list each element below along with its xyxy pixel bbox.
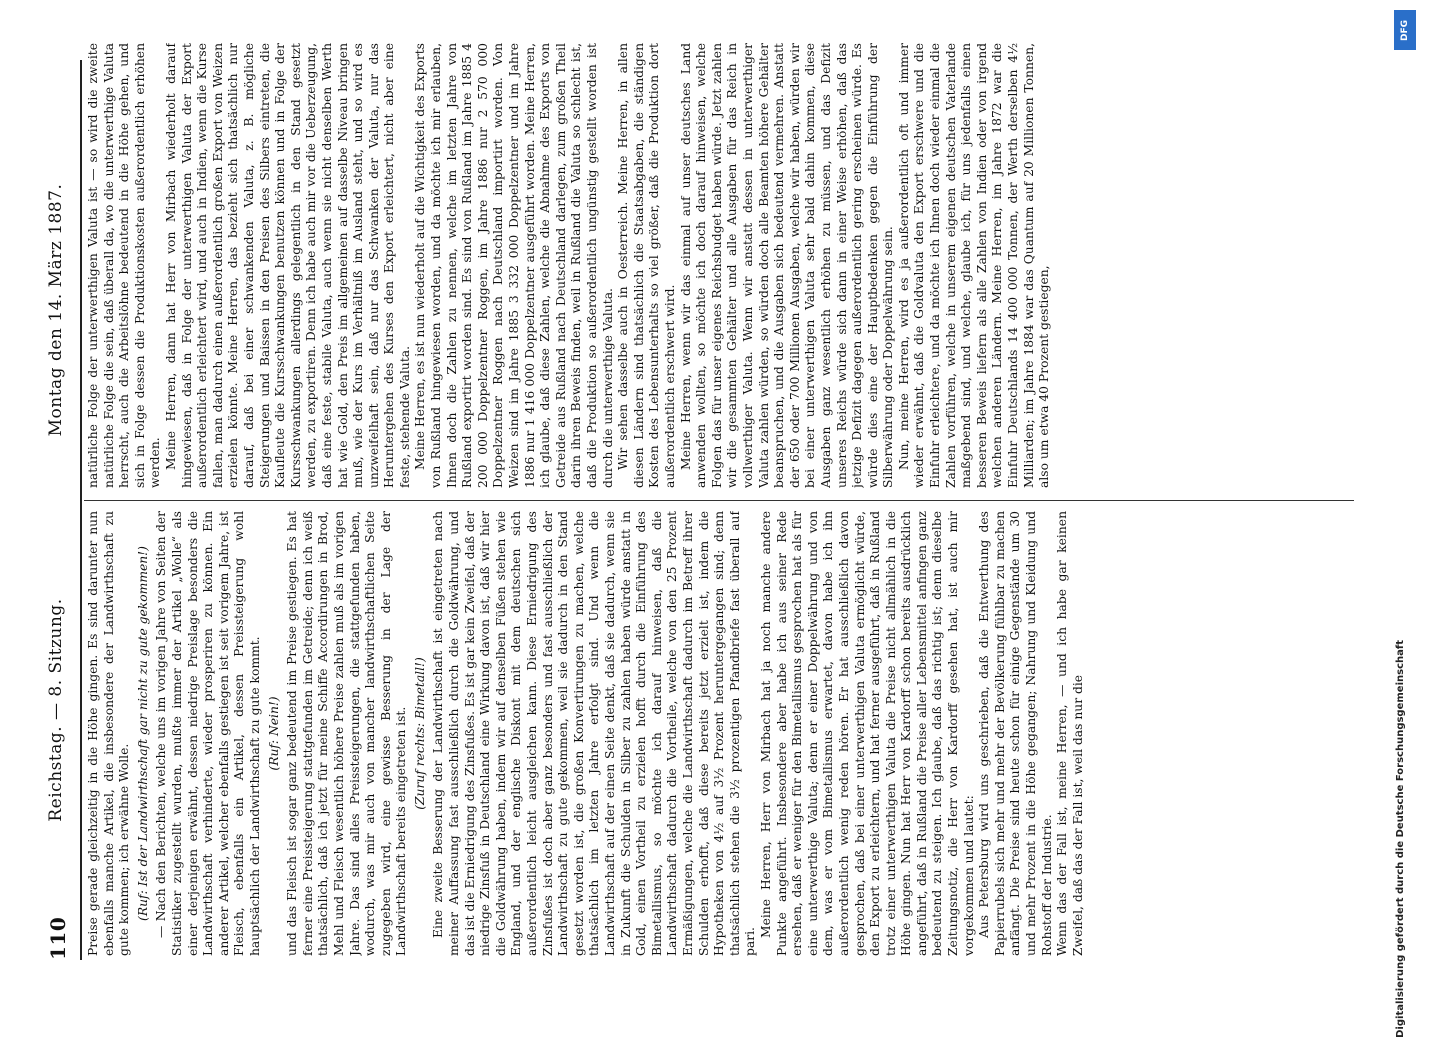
digitization-notice: Digitalisierung gefördert durch die Deutsche Forschungsgemeinschaft [1395,640,1406,1038]
paragraph: natürliche Folge der unterwerthigen Valuta ist — so wird die zweite natürliche Folge die sein, daß überall da, wo die unterwerthige Valuta herrscht, auch die Arbeitslöhne bedeutend in die Höhe gehen, und sich in Folge dessen die Produktionskosten außerordentlich erhöhen werden. [86,43,163,488]
paragraph: Aus Petersburg wird uns geschrieben, daß die Entwerthung des Papierrubels sich mehr und mehr der Bevölkerung fühlbar zu machen anfängt. Die Preise sind heute schon für einige Gegenstände um 30 und mehr Prozent in die Höhe gegangen; Nahrung und Kleidung und Rohstoff der Industrie. [977,511,1054,956]
paragraph: — Nach den Berichten, welche uns im vorigen Jahre von Seiten der Statistiker zugestellt wurden, mußte immer der Artikel „Wolle“ als einer derjenigen erwähnt, dessen niedrige Preislage besonders die Landwirthschaft verhinderte, wieder prosperiren zu können. Ein anderer Artikel, welcher ebenfalls gestiegen ist seit vorigem Jahre, ist Fleisch, ebenfalls ein Artikel, dessen Preissteigerung wohl hauptsächlich der Landwirthschaft zu gute kommt. [154,511,262,956]
paragraph: Meine Herren, dann hat Herr von Mirbach wiederholt darauf hingewiesen, daß in Folge der unterwerthigen Valuta der Export außerordentlich erleichtert wird, und auch in Indien, wenn die Kurse fallen, man dadurch einen außerordentlich großen Export von Weizen erzielen könnte. Meine Herren, das bezieht sich thatsächlich nur darauf, daß bei einer schwankenden Valuta, z. B. mögliche Steigerungen und Baissen in den Preisen des Silbers eintreten, die Kaufleute die Kursschwankungen benutzen können und in Folge der Kursschwankungen allerdings gelegentlich in den Stand gesetzt werden, zu exportiren. Denn ich habe auch mir vor die Ueberzeugung, daß eine feste, stabile Valuta, auch wenn sie nicht denselben Werth hat wie Gold, den Preis im allgemeinen auf dasselbe Niveau bringen muß, wie der Kurs im Verhältniß im Ausland steht, und so wird es unzweifelhaft sein, daß nur das Schwanken der Valuta, nur das Heruntergehen des Kurses den Export erleichtert, nicht aber eine feste, stehende Valuta. [163,43,412,488]
digitization-stamp [1395,0,1424,1038]
running-head-left: Reichstag. — 8. Sitzung. [46,598,66,822]
dfg-logo: DFG [1394,10,1416,50]
page-number: 110 [46,916,70,960]
paragraph: Meine Herren, Herr von Mirbach hat ja noch manche andere Punkte angeführt. Insbesondere aber habe ich aus seiner Rede ersehen, daß er weniger für den Bimetallismus gesprochen hat als für eine unterwerthige Valuta; denn er einer Doppelwährung und von dem, was er vom Bimetallismus erwartet, davon habe ich ihn außerordentlich wenig reden hören. Er hat ausschließlich davon gesprochen, daß bei einer unterwerthigen Valuta ermöglicht würde, den Export zu erleichtern, und hat ferner ausgeführt, daß in Rußland trotz einer unterwerthigen Valuta die Preise nicht allmählich in die Höhe gingen. Nun hat Herr von Kardorff schon bereits ausdrücklich angeführt, daß in Rußland die Preise aller Lebensmittel anfingen ganz bedeutend zu steigen. Ich glaube, daß das richtig ist; denn dieselbe Zeitungsnotiz, die Herr von Kardorff gesehen hat, ist auch mir vorgekommen und lautet: [758,511,976,956]
paragraph: Eine zweite Besserung der Landwirthschaft ist eingetreten nach meiner Auffassung fast ausschließlich durch die Goldwährung, und das ist die Erniedrigung des Zinsfußes. Es ist gar kein Zweifel, daß der niedrige Zinsfuß in Deutschland eine Wirkung davon ist, daß wir hier die Goldwährung haben, indem wir auf denselben Füßen stehen wie England, und der englische Diskont mit dem deutschen sich außerordentlich leicht ausgleichen kann. Diese Erniedrigung des Zinsfußes ist doch aber ganz besonders und fast ausschließlich der Landwirthschaft zu gute gekommen, weil sie dadurch in den Stand gesetzt worden ist, die großen Konvertirungen zu machen, welche thatsächlich im letzten Jahre erfolgt sind. Und wenn die Landwirthschaft auf der einen Seite denkt, daß sie dadurch, wenn sie in Zukunft die Schulden in Silber zu zahlen haben würde anstatt in Gold, einen Vortheil zu erzielen hofft durch die Einführung des Bimetallismus, so möchte ich darauf hinweisen, daß die Landwirthschaft dadurch die Vortheile, welche von den 25 Prozent Ermäßigungen, welche die Landwirthschaft dadurch im Betreff ihrer Schulden erhofft, daß diese bereits jetzt erzielt ist, indem die Hypotheken von 4½ auf 3½ Prozent heruntergegangen sind; denn thatsächlich stehen die 3½ prozentigen Pfandbriefe fast überall auf pari. [431,511,758,956]
interjection: (Ruf: Ist der Landwirthschaft gar nicht zu gute gekommen!) [135,546,150,921]
column-divider [84,500,1354,501]
paragraph: Preise gerade gleichzeitig in die Höhe gingen. Es sind darunter nun ebenfalls manche Artikel, die insbesondere der Landwirthschaft zu gute kommen; ich erwähne Wolle. [86,511,132,956]
interjection: (Ruf: Nein!) [266,696,281,771]
paragraph: Nun, meine Herren, wird es ja außerordentlich oft und immer wieder erwähnt, daß die Goldvaluta den Export erschwere und die Einfuhr erleichtere, und da möchte ich Ihnen doch wieder einmal die Zahlen vorführen, welche in unserem eigenen deutschen Vaterlande maßgebend sind, und welche, glaube ich, für uns jedenfalls einen besseren Beweis liefern als alle Zahlen von Indien oder von irgend welchen anderen Ländern. Meine Herren, im Jahre 1872 war die Einfuhr Deutschlands 14 400 000 Tonnen, der Werth derselben 4½ Milliarden; im Jahre 1884 war das Quantum auf 20 Millionen Tonnen, also um etwa 40 Prozent gestiegen, [896,43,1052,488]
paragraph: und das Fleisch ist sogar ganz bedeutend im Preise gestiegen. Es hat ferner eine Preissteigerung stattgefunden im Getreide; denn ich weiß thatsächlich, daß ich jetzt für meine Schiffe Accordirungen in Brod, Mehl und Fleisch wesentlich höhere Preise zahlen muß als im vorigen Jahre. Das sind alles Preissteigerungen, die stattgefunden haben, wodurch, was mir auch von mancher landwirthschaftlichen Seite zugegeben wird, eine gewisse Besserung in der Lage der Landwirthschaft bereits eingetreten ist. [285,511,409,956]
header-rule [80,60,82,960]
paragraph: Meine Herren, wenn wir das einmal auf unser deutsches Land anwenden wollten, so möchte ich doch darauf hinweisen, welche Folgen das für unser eigenes Reichsbudget haben würde. Jetzt zahlen wir die gesammten Gehälter und alle Ausgaben für das Reich in vollwerthiger Valuta. Wenn wir anstatt dessen in unterwerthiger Valuta zahlen würden, so würden doch alle Beamten höhere Gehälter beanspruchen, und die Ausgaben sich bedeutend vermehren. Anstatt der 650 oder 700 Millionen Ausgaben, welche wir haben, würden wir bei einer unterwerthigen Valuta sehr bald dahin kommen, diese Ausgaben ganz wesentlich erhöhen zu müssen, und das Defizit unseres Reichs würde sich dann in einer Weise erhöhen, daß das jetzige Defizit dagegen außerordentlich gering erscheinen würde. Es würde dies eine der Hauptbedenken gegen die Einführung der Silberwährung oder Doppelwährung sein. [678,43,896,488]
left-column [86,511,1356,956]
paragraph: Meine Herren, es ist nun wiederholt auf die Wichtigkeit des Exports von Rußland hingewiesen worden, und da möchte ich mir erlauben, Ihnen doch die Zahlen zu nennen, welche im letzten Jahre von Rußland exportirt worden sind. Es sind von Rußland im Jahre 1885 4 200 000 Doppelzentner Roggen, im Jahre 1886 nur 2 570 000 Doppelzentner Roggen nach Deutschland importirt worden. Von Weizen sind im Jahre 1885 3 332 000 Doppelzentner und im Jahre 1886 nur 1 416 000 Doppelzentner ausgeführt worden. Meine Herren, ich glaube, daß diese Zahlen, welche die Abnahme des Exports von Getreide aus Rußland nach Deutschland darlegen, zum großen Theil darin ihren Beweis finden, weil in Rußland die Valuta so schlecht ist, daß die Produktion so außerordentlich ungünstig gestellt worden ist durch die unterwerthige Valuta. [413,43,615,488]
page-header [46,60,72,960]
right-column [86,43,1356,488]
paragraph: Wir sehen dasselbe auch in Oesterreich. Meine Herren, in allen diesen Ländern sind thatsächlich die Staatsabgaben, die ständigen Kosten des Lebensunterhalts so viel größer, daß die Produktion dort außerordentlich erschwert wird. [616,43,677,488]
paragraph: Wenn das der Fall ist, meine Herren, — und ich habe gar keinen Zweifel, daß das der Fall ist, weil das nur die [1055,511,1085,956]
interjection: (Zuruf rechts: Bimetall!) [412,657,427,810]
running-head-right: Montag den 14. März 1887. [46,183,66,437]
